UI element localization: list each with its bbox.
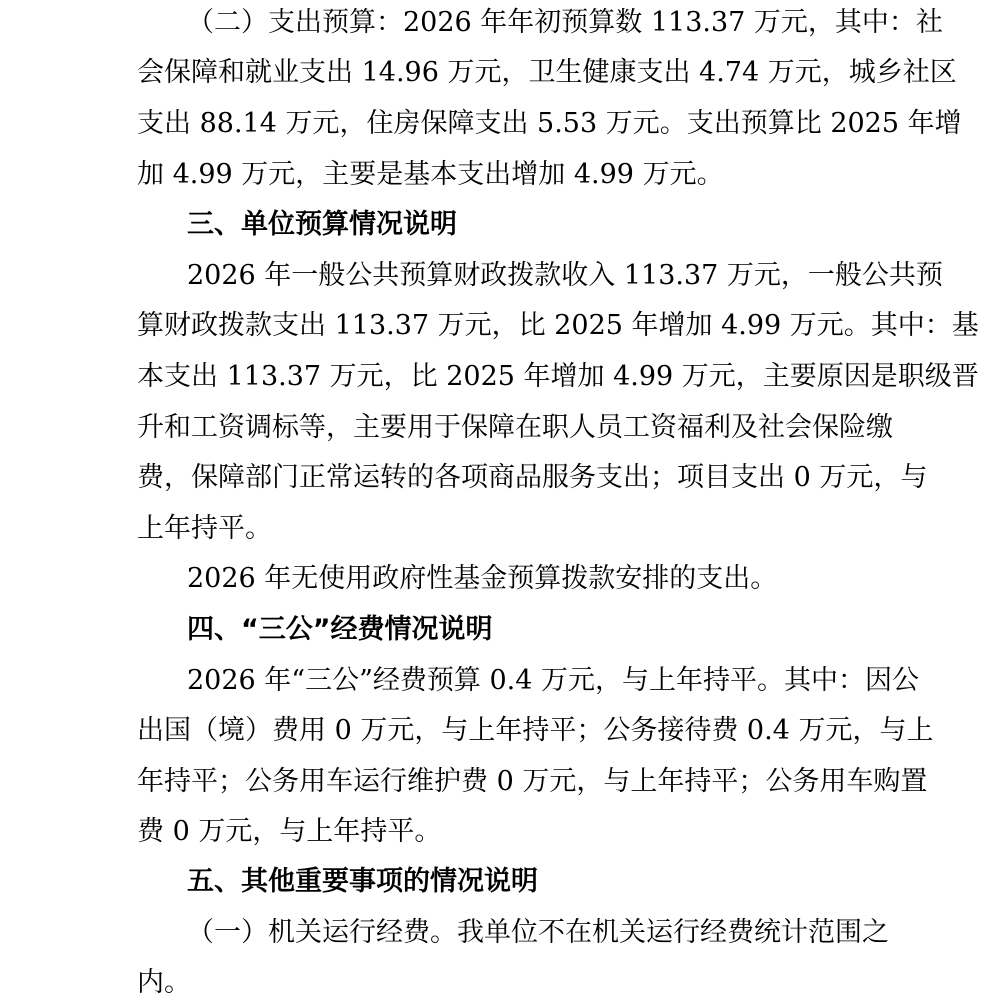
paragraph-line: 2026 年“三公”经费预算 0.4 万元，与上年持平。其中：因公 [187, 665, 920, 696]
paragraph-line: 升和工资调标等，主要用于保障在职人员工资福利及社会保险缴 [137, 412, 893, 443]
section-heading-three-public-expenses: 四、“三公”经费情况说明 [187, 614, 493, 645]
paragraph-line: 出国（境）费用 0 万元，与上年持平；公务接待费 0.4 万元，与上 [137, 715, 934, 746]
paragraph-line: 加 4.99 万元，主要是基本支出增加 4.99 万元。 [137, 159, 724, 190]
section-heading-other-matters: 五、其他重要事项的情况说明 [187, 866, 538, 897]
paragraph-line: 年持平；公务用车运行维护费 0 万元，与上年持平；公务用车购置 [137, 766, 928, 797]
paragraph-line: 会保障和就业支出 14.96 万元，卫生健康支出 4.74 万元，城乡社区 [137, 57, 957, 88]
paragraph-line: 2026 年一般公共预算财政拨款收入 113.37 万元，一般公共预 [187, 260, 943, 291]
paragraph-line: 内。 [137, 967, 191, 998]
paragraph-line: 支出 88.14 万元，住房保障支出 5.53 万元。支出预算比 2025 年增 [137, 108, 962, 139]
paragraph-line: 上年持平。 [137, 513, 272, 544]
paragraph-line: 费 0 万元，与上年持平。 [137, 816, 442, 847]
paragraph-line: 本支出 113.37 万元，比 2025 年增加 4.99 万元，主要原因是职级晋 [137, 361, 979, 392]
paragraph-line: 费，保障部门正常运转的各项商品服务支出；项目支出 0 万元，与 [137, 462, 928, 493]
paragraph-line: （一）机关运行经费。我单位不在机关运行经费统计范围之 [187, 917, 889, 948]
paragraph-line: 2026 年无使用政府性基金预算拨款安排的支出。 [187, 563, 778, 594]
section-heading-unit-budget: 三、单位预算情况说明 [187, 209, 457, 240]
paragraph-line: （二）支出预算：2026 年年初预算数 113.37 万元，其中：社 [187, 7, 943, 38]
paragraph-line: 算财政拨款支出 113.37 万元，比 2025 年增加 4.99 万元。其中：基 [137, 310, 979, 341]
